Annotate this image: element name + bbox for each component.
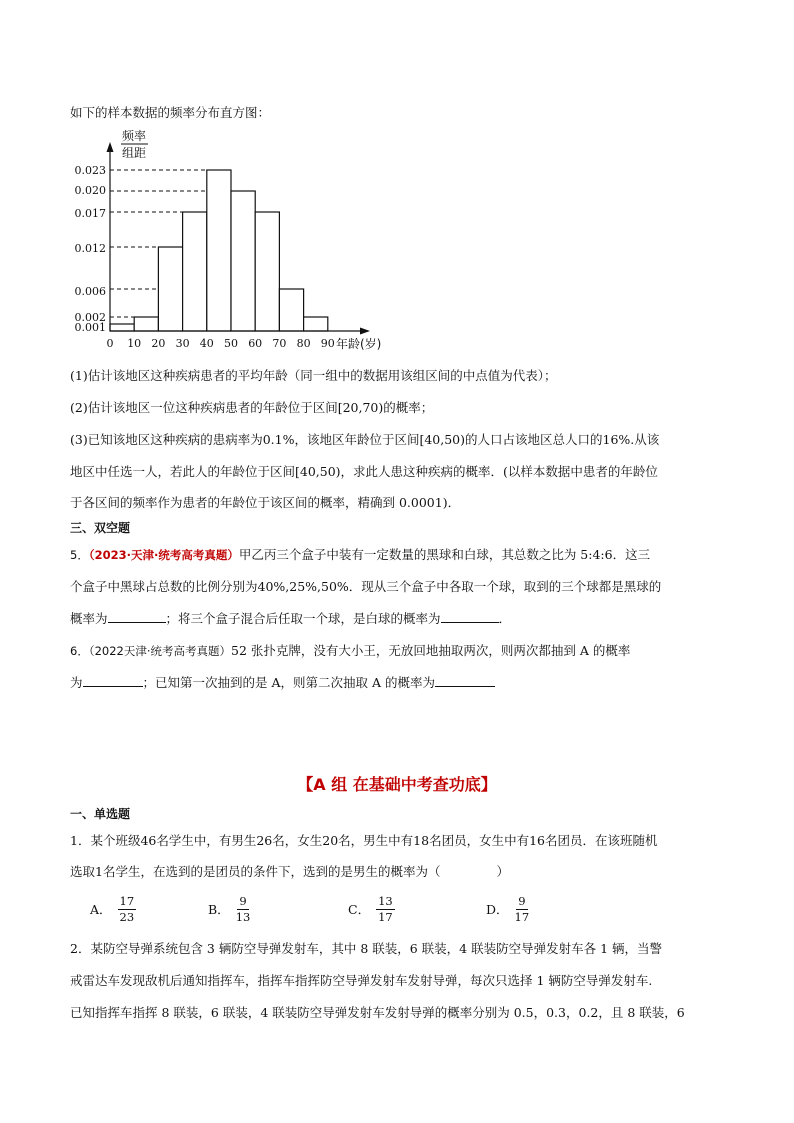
problem-a1-line-1: 1．某个班级46名学生中，有男生26名，女生20名，男生中有18名团员，女生中有16名团员．在该班随机 (70, 833, 658, 848)
problem-a1-text-2b: ） (496, 864, 509, 879)
problem-a2-line-1: 2．某防空导弹系统包含 3 辆防空导弹发射车，其中 8 联装，6 联装，4 联装防空导弹发射车各 1 辆，当警 (70, 941, 663, 956)
x-tick-label-6: 60 (248, 337, 263, 350)
histogram-bar-3 (183, 212, 207, 331)
problem-a1-text-2a: 选取1名学生，在选到的是团员的条件下，选到的是男生的概率为（ (70, 864, 441, 879)
x-axis-arrow (360, 328, 370, 335)
choice-a-denominator: 23 (119, 909, 135, 924)
choice-b-label: B． (208, 902, 230, 917)
section-heading-single-choice: 一、单选题 (70, 807, 131, 821)
problem-6-line-2 (70, 674, 495, 692)
histogram-bar-7 (279, 289, 303, 331)
answer-blank-6-1[interactable] (83, 674, 143, 687)
answer-blank-5-1[interactable] (108, 610, 166, 623)
problem-6-text-1: 52 张扑克牌，没有大小王，无放回地抽取两次，则两次都抽到 A 的概率 (231, 643, 631, 658)
question-3-line-1: (3)已知该地区这种疾病的患病率为0.1%，该地区年龄位于区间[40,50)的人口占该地区总人口的16%.从该 (70, 432, 660, 447)
problem-5-source-tag: （2023·天津·统考高考真题） (88, 548, 239, 562)
y-tick-label-1: 0.002 (74, 311, 106, 324)
question-2: (2)估计该地区一位这种疾病患者的年龄位于区间[20,70)的概率； (70, 400, 434, 415)
histogram-intro-text: 如下的样本数据的频率分布直方图： (70, 105, 271, 120)
choice-a[interactable] (90, 890, 136, 928)
y-tick-label-2: 0.006 (74, 285, 106, 298)
choice-c-fraction (376, 894, 395, 925)
frequency-histogram (70, 126, 400, 358)
choice-d-fraction (515, 894, 530, 925)
choice-a-numerator: 17 (119, 893, 135, 908)
problem-6-line-1 (70, 642, 630, 660)
choice-c[interactable] (348, 890, 395, 928)
x-tick-label-7: 70 (272, 337, 287, 350)
choice-d-numerator: 9 (518, 893, 526, 908)
y-tick-label-5: 0.020 (74, 184, 106, 197)
problem-6-source-tag: （2022天津·统考高考真题） (88, 644, 231, 658)
problem-5-number: 5． (70, 548, 89, 562)
problem-a1-line-2 (70, 863, 509, 881)
histogram-bar-2 (158, 247, 182, 331)
group-a-title: 【A 组 在基础中考查功底】 (297, 775, 497, 794)
problem-a2-line-3: 已知指挥车指挥 8 联装，6 联装，4 联装防空导弹发射车发射导弹的概率分别为 0.5，0.3，0.2，且 8 联装，6 (70, 1005, 685, 1020)
y-axis-arrow (107, 142, 114, 152)
x-tick-label-0: 0 (106, 337, 114, 350)
choice-b-numerator: 9 (239, 893, 247, 908)
x-tick-label-3: 30 (175, 337, 190, 350)
problem-a2-line-2: 戒雷达车发现敌机后通知指挥车，指挥车指挥防空导弹发射车发射导弹，每次只选择 1 辆防空导弹发射车. (70, 973, 653, 988)
choice-d[interactable] (486, 890, 529, 928)
section-heading-double-blank: 三、双空题 (70, 521, 131, 535)
problem-5-text-3a: 概率为 (70, 611, 108, 626)
choice-d-denominator: 17 (514, 909, 530, 924)
question-3-line-3: 于各区间的频率作为患者的年龄位于该区间的概率，精确到 0.0001)． (70, 495, 461, 510)
question-3-line-2: 地区中任选一人，若此人的年龄位于区间[40,50)，求此人患这种疾病的概率．(以样本数据中患者的年龄位 (70, 464, 658, 479)
problem-5-text-1: 甲乙丙三个盒子中装有一定数量的黑球和白球，其总数之比为 5:4:6．这三 (238, 547, 651, 562)
choice-a-fraction (118, 894, 137, 925)
choice-a-label: A． (90, 902, 112, 917)
y-tick-label-6: 0.023 (74, 164, 106, 177)
problem-6-text-2a: 为 (70, 675, 83, 690)
histogram-bar-5 (231, 191, 255, 331)
x-axis-label: 年龄(岁) (336, 337, 382, 351)
x-tick-label-8: 80 (296, 337, 311, 350)
problem-5-line-1 (70, 546, 650, 564)
histogram-bar-4 (207, 170, 231, 331)
choice-d-label: D． (486, 902, 509, 917)
x-tick-label-1: 10 (127, 337, 142, 350)
problem-6-number: 6． (70, 644, 89, 658)
y-tick-label-4: 0.017 (74, 207, 106, 220)
answer-blank-6-2[interactable] (435, 674, 495, 687)
x-tick-label-2: 20 (151, 337, 166, 350)
x-tick-label-5: 50 (224, 337, 238, 350)
y-axis-label-bottom: 组距 (122, 146, 147, 160)
x-tick-label-4: 40 (199, 337, 214, 350)
histogram-bar-8 (304, 317, 328, 331)
choice-c-denominator: 17 (378, 909, 393, 924)
histogram-bar-6 (255, 212, 279, 331)
problem-5-text-3b: ；将三个盒子混合后任取一个球，是白球的概率为 (165, 611, 441, 626)
problem-5-text-3c: ． (498, 611, 512, 626)
problem-6-text-2b: ；已知第一次抽到的是 A，则第二次抽取 A 的概率为 (142, 675, 435, 690)
x-tick-label-9: 90 (320, 337, 335, 350)
problem-a1-choices (90, 890, 570, 930)
choice-b[interactable] (208, 890, 250, 928)
question-1: (1)估计该地区这种疾病患者的平均年龄（同一组中的数据用该组区间的中点值为代表）； (70, 368, 557, 383)
choice-b-denominator: 13 (235, 909, 251, 924)
histogram-bar-0 (110, 324, 134, 331)
answer-blank-5-2[interactable] (441, 610, 499, 623)
histogram-bar-1 (134, 317, 158, 331)
choice-c-numerator: 13 (378, 893, 393, 908)
choice-b-fraction (236, 894, 251, 925)
y-tick-label-0: 0.001 (74, 321, 106, 334)
problem-5-line-2: 个盒子中黑球占总数的比例分别为40%,25%,50%．现从三个盒子中各取一个球，取到的三个球都是黑球的 (70, 579, 662, 594)
y-tick-label-3: 0.012 (74, 242, 106, 255)
y-axis-label-top: 频率 (122, 129, 147, 143)
problem-5-line-3 (70, 610, 511, 628)
choice-c-label: C． (348, 902, 371, 917)
